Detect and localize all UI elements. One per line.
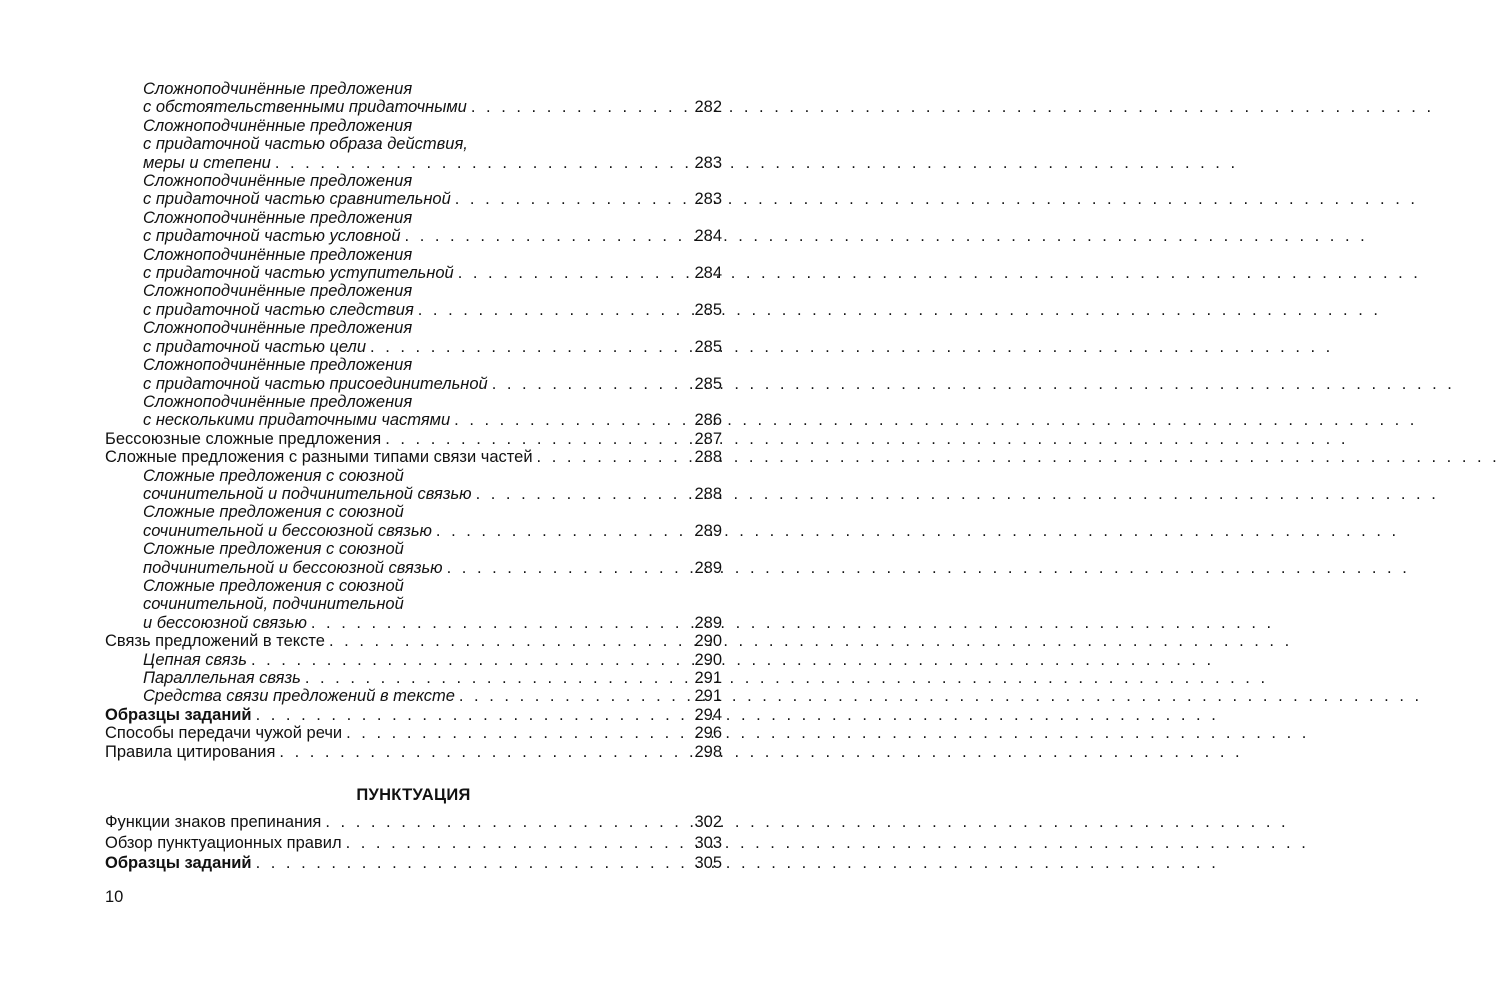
table-of-contents xyxy=(105,80,722,761)
toc-entry-line: Сложноподчинённые предложения xyxy=(143,80,413,98)
toc-entry-line: с придаточной частью образа действия, xyxy=(143,135,468,154)
dot-leader xyxy=(454,264,695,282)
dot-leader xyxy=(342,833,695,854)
dot-leader xyxy=(307,614,695,632)
toc-page-number: 284 xyxy=(694,227,722,246)
toc-entry xyxy=(105,430,722,448)
toc-entry-line: Сложные предложения с союзной xyxy=(143,540,404,559)
toc-entry xyxy=(105,209,722,246)
toc-entry-line: Сложноподчинённые предложения xyxy=(143,245,413,264)
toc-entry-line: Сложноподчинённые предложения xyxy=(143,392,413,411)
toc-entry xyxy=(105,282,722,319)
dot-leader xyxy=(321,812,694,833)
toc-entry-line: Сложноподчинённые предложения xyxy=(143,319,413,338)
toc-entry-title: Функции знаков препинания xyxy=(105,813,322,831)
toc-entry-title: Образцы заданий xyxy=(105,854,252,872)
section-heading: ПУНКТУАЦИЯ xyxy=(356,786,471,804)
dot-leader xyxy=(275,743,694,761)
toc-entry xyxy=(105,393,722,430)
toc-entry-title: с обстоятельственными придаточными xyxy=(143,98,467,117)
toc-entry-title: Бессоюзные сложные предложения xyxy=(105,429,382,448)
toc-entry xyxy=(105,812,722,833)
toc-page-number: 283 xyxy=(694,153,722,172)
toc-entry xyxy=(105,448,722,466)
toc-entry-line: сочинительной, подчинительной xyxy=(143,595,404,614)
toc-page-number: 286 xyxy=(694,411,722,430)
toc-page-number: 296 xyxy=(694,724,722,743)
dot-leader xyxy=(443,559,695,577)
toc-page-number: 291 xyxy=(694,687,722,706)
toc-entry xyxy=(105,356,722,393)
dot-leader xyxy=(450,411,694,429)
dot-leader xyxy=(455,687,695,705)
toc-entry xyxy=(105,687,722,705)
toc-page-number: 285 xyxy=(694,337,722,356)
toc-entry xyxy=(105,833,722,854)
toc-entry-title: с придаточной частью присоединительной xyxy=(143,374,488,393)
dot-leader xyxy=(381,430,694,448)
dot-leader xyxy=(472,485,695,503)
toc-entry xyxy=(105,724,722,742)
dot-leader xyxy=(451,190,695,208)
toc-page-number: 288 xyxy=(694,448,722,467)
toc-entry xyxy=(105,172,722,209)
toc-entry-title: с придаточной частью уступительной xyxy=(143,264,454,283)
toc-entry xyxy=(105,540,722,577)
toc-entry xyxy=(105,577,722,632)
toc-entry-line: Сложноподчинённые предложения xyxy=(143,208,413,227)
toc-entry-title: подчинительной и бессоюзной связью xyxy=(143,558,443,577)
dot-leader xyxy=(467,98,695,116)
toc-entry-title: меры и степени xyxy=(143,153,271,172)
dot-leader xyxy=(271,154,695,172)
toc-page-number: 290 xyxy=(694,632,722,651)
toc-entry xyxy=(105,467,722,504)
toc-page-number: 302 xyxy=(694,813,722,831)
toc-entry xyxy=(105,319,722,356)
dot-leader xyxy=(252,853,695,874)
toc-entry-title: сочинительной и подчинительной связью xyxy=(143,484,472,503)
toc-entry-title: с придаточной частью следствия xyxy=(143,300,414,319)
toc-page-number: 290 xyxy=(694,650,722,669)
toc-page-number: 284 xyxy=(694,264,722,283)
toc-entry xyxy=(105,651,722,669)
toc-entry-title: с придаточной частью условной xyxy=(143,227,401,246)
toc-entry-title: Образцы заданий xyxy=(105,705,252,724)
toc-entry-title: Цепная связь xyxy=(143,650,247,669)
toc-entry-title: Связь предложений в тексте xyxy=(105,632,325,651)
toc-entry-line: Сложноподчинённые предложения xyxy=(143,282,413,301)
toc-entry-title: Обзор пунктуационных правил xyxy=(105,833,342,852)
dot-leader xyxy=(366,338,694,356)
dot-leader xyxy=(247,651,695,669)
toc-entry-title: Способы передачи чужой речи xyxy=(105,724,343,743)
table-of-contents-punctuation xyxy=(105,812,722,874)
toc-entry-title: Средства связи предложений в тексте xyxy=(143,687,455,706)
dot-leader xyxy=(342,724,694,742)
toc-entry-title: с несколькими придаточными частями xyxy=(143,411,451,430)
toc-entry-title: и бессоюзной связью xyxy=(143,613,307,632)
toc-entry-title: с придаточной частью сравнительной xyxy=(143,190,451,209)
toc-entry xyxy=(105,853,722,874)
toc-entry-line: Сложноподчинённые предложения xyxy=(143,172,413,191)
toc-page-number: 288 xyxy=(694,484,722,503)
dot-leader xyxy=(488,375,695,393)
toc-page-number: 285 xyxy=(694,300,722,319)
toc-entry-title: с придаточной частью цели xyxy=(143,337,367,356)
toc-page-number: 287 xyxy=(694,429,722,448)
toc-entry-title: Параллельная связь xyxy=(143,669,301,687)
toc-page-number: 285 xyxy=(694,374,722,393)
toc-entry xyxy=(105,503,722,540)
toc-page-number: 298 xyxy=(694,742,722,761)
toc-page-number: 294 xyxy=(694,705,722,724)
toc-page-number: 282 xyxy=(694,98,722,117)
toc-entry xyxy=(105,117,722,172)
toc-page-number: 289 xyxy=(694,521,722,540)
dot-leader xyxy=(325,632,694,650)
toc-entry-line: Сложные предложения с союзной xyxy=(143,576,404,595)
dot-leader xyxy=(252,706,695,724)
toc-entry-line: Сложные предложения с союзной xyxy=(143,466,404,485)
toc-entry-line: Сложноподчинённые предложения xyxy=(143,116,413,135)
dot-leader xyxy=(432,522,695,540)
toc-entry-line: Сложные предложения с союзной xyxy=(143,503,404,522)
dot-leader xyxy=(301,669,695,687)
toc-page-number: 289 xyxy=(694,558,722,577)
toc-entry xyxy=(105,246,722,283)
toc-entry xyxy=(105,743,722,761)
toc-entry xyxy=(105,669,722,687)
toc-page-number: 305 xyxy=(694,854,722,872)
toc-page-number: 303 xyxy=(694,833,722,852)
toc-entry-line: Сложноподчинённые предложения xyxy=(143,356,413,375)
toc-page-number: 289 xyxy=(694,613,722,632)
toc-entry-title: сочинительной и бессоюзной связью xyxy=(143,521,432,540)
toc-entry-title: Правила цитирования xyxy=(105,742,276,761)
dot-leader xyxy=(414,301,695,319)
toc-page-number: 291 xyxy=(694,669,722,687)
toc-entry xyxy=(105,80,722,117)
dot-leader xyxy=(401,227,695,245)
toc-entry xyxy=(105,632,722,650)
toc-page-number: 283 xyxy=(694,190,722,209)
page-number: 10 xyxy=(105,888,124,906)
dot-leader xyxy=(533,448,695,466)
toc-entry-title: Сложные предложения с разными типами связи частей xyxy=(105,448,533,467)
toc-entry xyxy=(105,706,722,724)
